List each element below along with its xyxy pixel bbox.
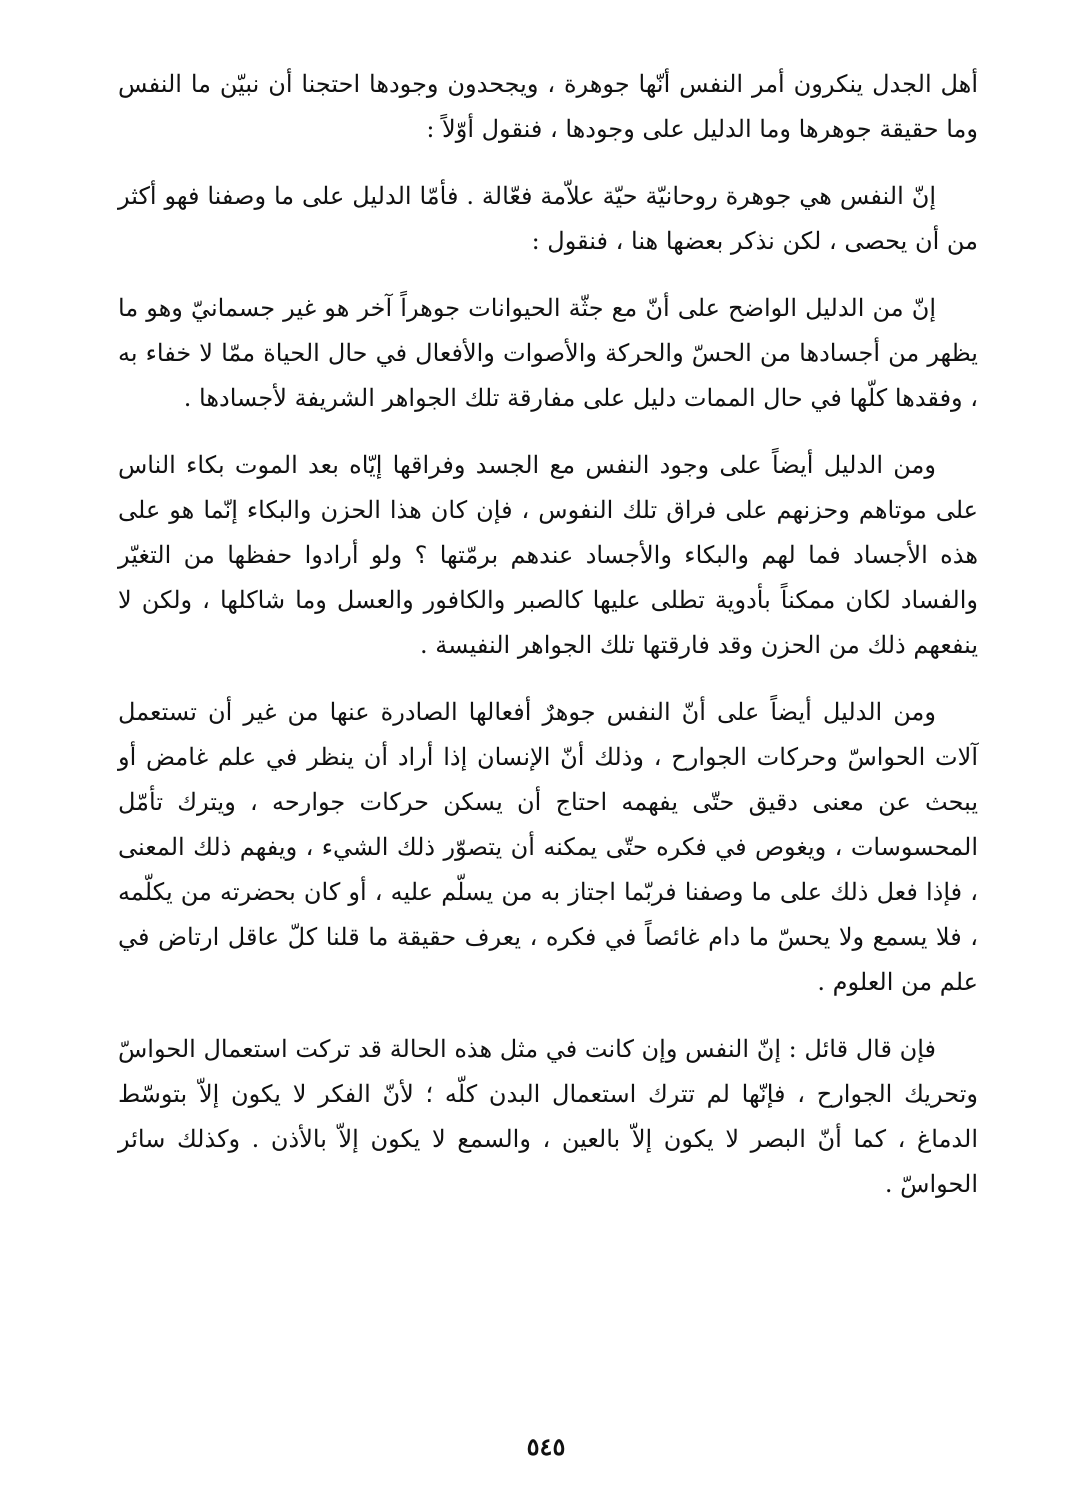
paragraph-6: فإن قال قائل : إنّ النفس وإن كانت في مثل هذه الحالة قد تركت استعمال الحواسّ وتحريك الجوارح ، فإنّها لم تترك استعمال البدن كلّه ؛ لأنّ الفكر لا يكون إلاّ بتوسّط الدماغ ، كما أنّ البصر لا يكون إلاّ بالعين ، والسمع لا يكون إلاّ بالأذن . وكذلك سائر الحواسّ . [118, 1035, 978, 1198]
paragraph-1: أهل الجدل ينكرون أمر النفس أنّها جوهرة ، ويجحدون وجودها احتجنا أن نبيّن ما النفس وما حقيقة جوهرها وما الدليل على وجودها ، فنقول أوّلاً : [118, 70, 978, 143]
paragraph-4: ومن الدليل أيضاً على وجود النفس مع الجسد وفراقها إيّاه بعد الموت بكاء الناس على موتاهم وحزنهم على فراق تلك النفوس ، فإن كان هذا الحزن والبكاء إنّما هو على هذه الأجساد فما لهم والبكاء والأجساد عندهم برمّتها ؟ ولو أرادوا حفظها من التغيّر والفساد لكان ممكناً بأدوية تطلى عليها كالصبر والكافور والعسل وما شاكلها ، ولكن لا ينفعهم ذلك من الحزن وقد فارقتها تلك الجواهر النفيسة . [118, 451, 978, 659]
paragraph-2: إنّ النفس هي جوهرة روحانيّة حيّة علاّمة فعّالة . فأمّا الدليل على ما وصفنا فهو أكثر من أن يحصى ، لكن نذكر بعضها هنا ، فنقول : [118, 182, 978, 255]
paragraph-3: إنّ من الدليل الواضح على أنّ مع جثّة الحيوانات جوهراً آخر هو غير جسمانيّ وهو ما يظهر من أجسادها من الحسّ والحركة والأصوات والأفعال في حال الحياة ممّا لا خفاء به ، وفقدها كلّها في حال الممات دليل على مفارقة تلك الجواهر الشريفة لأجسادها . [118, 294, 978, 412]
page-body [118, 62, 978, 1229]
paragraph-5: ومن الدليل أيضاً على أنّ النفس جوهرٌ أفعالها الصادرة عنها من غير أن تستعمل آلات الحواسّ وحركات الجوارح ، وذلك أنّ الإنسان إذا أراد أن ينظر في علم غامض أو يبحث عن معنى دقيق حتّى يفهمه احتاج أن يسكن حركات جوارحه ، ويترك تأمّل المحسوسات ، ويغوص في فكره حتّى يمكنه أن يتصوّر ذلك الشيء ، ويفهم ذلك المعنى ، فإذا فعل ذلك على ما وصفنا فربّما اجتاز به من يسلّم عليه ، أو كان بحضرته من يكلّمه ، فلا يسمع ولا يحسّ ما دام غائصاً في فكره ، يعرف حقيقة ما قلنا كلّ عاقل ارتاض في علم من العلوم . [118, 698, 979, 996]
page-number: ٥٤٥ [526, 1432, 566, 1461]
